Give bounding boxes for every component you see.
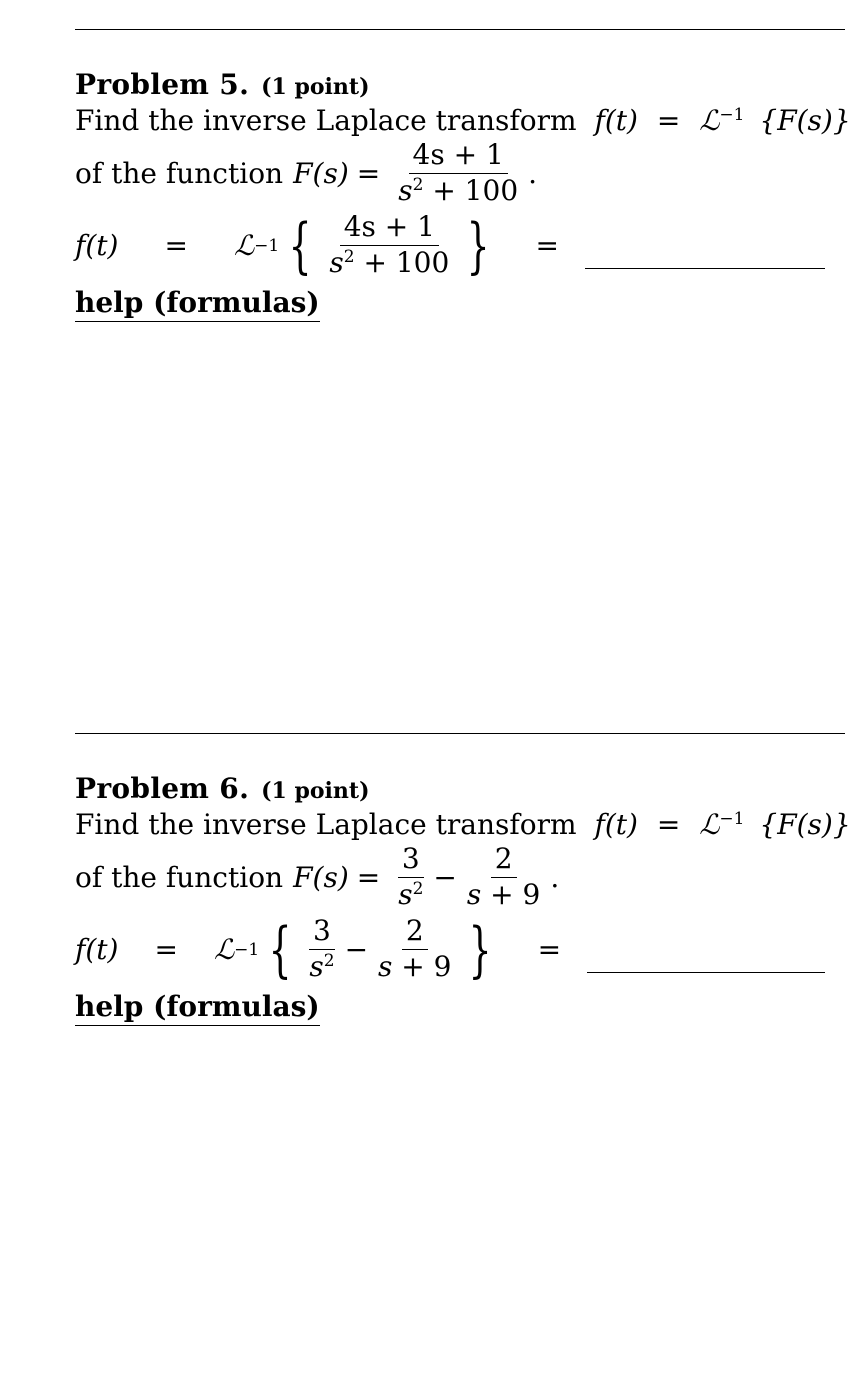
fraction: $\frac{4s + 1}{s^2 + 100}$: [398, 138, 519, 208]
problem-title: [75, 68, 825, 102]
fraction: $\frac{2}{s + 9}$: [466, 842, 541, 912]
answer-input[interactable]: [585, 246, 825, 269]
divider-middle: [75, 733, 845, 734]
answer-input[interactable]: [587, 950, 825, 973]
problem-number: Problem 6.: [75, 772, 250, 805]
divider-top: [75, 29, 845, 30]
help-formulas-link[interactable]: help (formulas): [75, 990, 320, 1027]
problem-statement: [75, 806, 851, 844]
problem-statement: [75, 102, 851, 140]
answer-line: f(t) = ℒ −1 { $\frac{4s + 1}{s^2 + 100}$ } =: [75, 208, 825, 284]
problem-points: (1 point): [261, 74, 370, 100]
function-definition: of the function F(s) = $\frac{3}{s^2}$ − $\frac{2}{s + 9}$ .: [75, 842, 560, 912]
left-brace-icon: {: [268, 914, 292, 985]
problem-number: Problem 5.: [75, 68, 250, 101]
right-brace-icon: }: [466, 210, 490, 281]
help-formulas-link[interactable]: help (formulas): [75, 286, 320, 323]
intro-text: Find the inverse Laplace transform: [75, 807, 577, 841]
fraction: $\frac{3}{s^2}$: [309, 914, 335, 984]
fraction: $\frac{4s + 1}{s^2 + 100}$: [329, 210, 450, 280]
problem-5: [75, 68, 851, 322]
answer-line: f(t) = ℒ −1 { $\frac{3}{s^2}$ − $\frac{2}{s + 9}$ } =: [75, 912, 825, 988]
right-brace-icon: }: [469, 914, 493, 985]
intro-text: Find the inverse Laplace transform: [75, 103, 577, 137]
problem-title: [75, 772, 825, 806]
problem-6: [75, 772, 851, 1026]
function-definition: of the function F(s) = $\frac{4s + 1}{s^2 + 100}$ .: [75, 138, 538, 208]
fraction: $\frac{3}{s^2}$: [398, 842, 424, 912]
intro-formula: f(t) = ℒ$^{-1}$ {F(s)}: [594, 807, 851, 841]
problem-points: (1 point): [261, 778, 370, 804]
intro-formula: f(t) = ℒ$^{-1}$ {F(s)}: [594, 103, 851, 137]
left-brace-icon: {: [288, 210, 312, 281]
fraction: $\frac{2}{s + 9}$: [378, 914, 452, 984]
